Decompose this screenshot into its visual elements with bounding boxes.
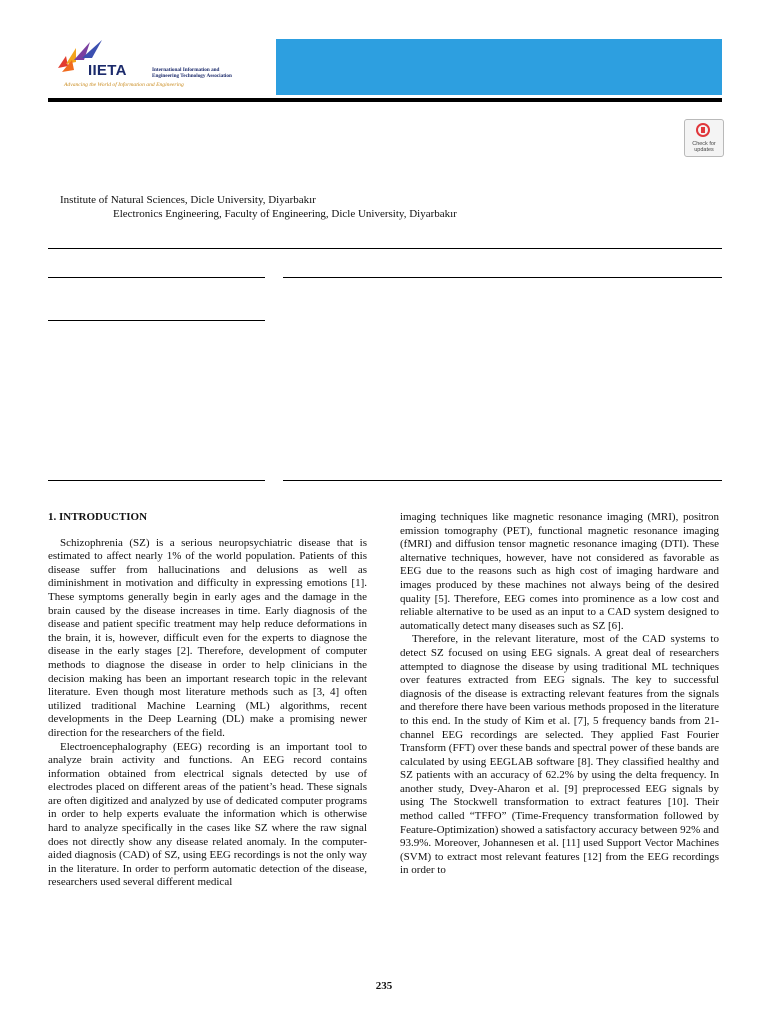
- paragraph: Therefore, in the relevant literature, most of the CAD systems to detect SZ focused on using EEG signals. A great deal of researchers attempted to diagnose the disease by using traditional ML techniques over features extracted from EEG signals. The key to successful diagnosis of the disease is extracting relevant features from the signals and therefore there have been various methods proposed in the literature to this end. In the study of Kim et al. [7], 5 frequency bands from 21-channel EEG recordings are selected. They applied Fast Fourier Transform (FFT) over these bands and spectral power of these bands are calculated by using EEGLAB software [8]. They classified healthy and SZ patients with an accuracy of 62.2% by using the delta frequency. In another study, Dvey-Aharon et al. [9] preprocessed EEG signals by using The Stockwell transformation to extract features [10]. Their method called “TFFO” (Time-Frequency transformation followed by Feature-Optimization) showed a satisfactory accuracy between 92% and 93.9%. Moreover, Johannesen et al. [11] used Support Vector Machines (SVM) to extract most relevant features [12] from the EEG recordings in order to: [400, 633, 719, 877]
- divider-full: [48, 248, 722, 249]
- logo-tagline: Advancing the World of Information and Engineering: [64, 82, 184, 88]
- org-name-line1: International Information and: [152, 67, 220, 73]
- badge-line1: Check for: [692, 141, 716, 147]
- bookmark-icon: [696, 123, 710, 137]
- header-rule: [48, 98, 722, 102]
- right-column: [400, 511, 719, 878]
- logo-name: IIETA: [88, 62, 127, 79]
- divider-left-bottom: [48, 480, 265, 481]
- header-banner: [276, 39, 722, 95]
- badge-text: [685, 141, 723, 153]
- left-column: [48, 511, 367, 890]
- paragraph: Electroencephalography (EEG) recording is an important tool to analyze brain activity and functions. An EEG record contains information obtained from electrical signals detected by use of electrodes placed on different areas of the patient’s head. These signals are often digitized and analyzed by use of dedicated computer programs in order to help experts evaluate the information which is otherwise hard to analyze specifically in the cases like SZ where the raw signal does not directly show any disease related anomaly. In the computer-aided diagnosis (CAD) of SZ, using EEG recordings is not the only way in the literature. In order to perform automatic detection of the disease, researchers used several different medical: [48, 740, 367, 889]
- journal-logo: [48, 38, 272, 96]
- divider-right-top: [283, 277, 722, 278]
- divider-right-bottom: [283, 480, 722, 481]
- paragraph: Schizophrenia (SZ) is a serious neuropsychiatric disease that is estimated to affect nearly 1% of the world population. Patients of this disease suffer from hallucinations and delusions as well as diminishment in motivation and difficulty in expressing emotions [1]. These symptoms generally begin in early ages and the damage in the brain caused by the disease increases in time. Early diagnosis of the disease and patient specific treatment may help reduce deformations in the brain, it is, however, difficult even for the experts to diagnose the disease in the early stages [2]. Therefore, development of computer methods to diagnose the disease in order to help clinicians in the decision making has been an important research topic in the relevant literature. Even though most literature methods such as [3, 4] often utilized traditional Machine Learning (ML) algorithms, recent developments in the Deep Learning (DL) make a promising newer direction for the researchers of the field.: [48, 536, 367, 739]
- affiliation-2: Electronics Engineering, Faculty of Engineering, Dicle University, Diyarbakır: [113, 208, 457, 220]
- divider-left-mid: [48, 320, 265, 321]
- badge-line2: updates: [694, 147, 714, 153]
- check-for-updates-badge[interactable]: [684, 119, 724, 157]
- section-heading: 1. INTRODUCTION: [48, 511, 148, 523]
- divider-left-top: [48, 277, 265, 278]
- org-name-line2: Engineering Technology Association: [152, 73, 232, 79]
- affiliation-1: Institute of Natural Sciences, Dicle University, Diyarbakır: [60, 194, 316, 206]
- paragraph: imaging techniques like magnetic resonance imaging (MRI), positron emission tomography (PET), functional magnetic resonance imaging (fMRI) and diffusion tensor magnetic resonance imaging (DTI). These alternative techniques, however, have not considered as favorable as EEG due to the reasons such as high cost of imaging hardware and images produced by these machines not always being of the desired quality [5]. Therefore, EEG comes into prominence as a low cost and reliable alternative to be used as an input to a CAD system designed to automatically detect many diseases such as SZ [6].: [400, 511, 719, 632]
- page-number: 235: [375, 980, 393, 992]
